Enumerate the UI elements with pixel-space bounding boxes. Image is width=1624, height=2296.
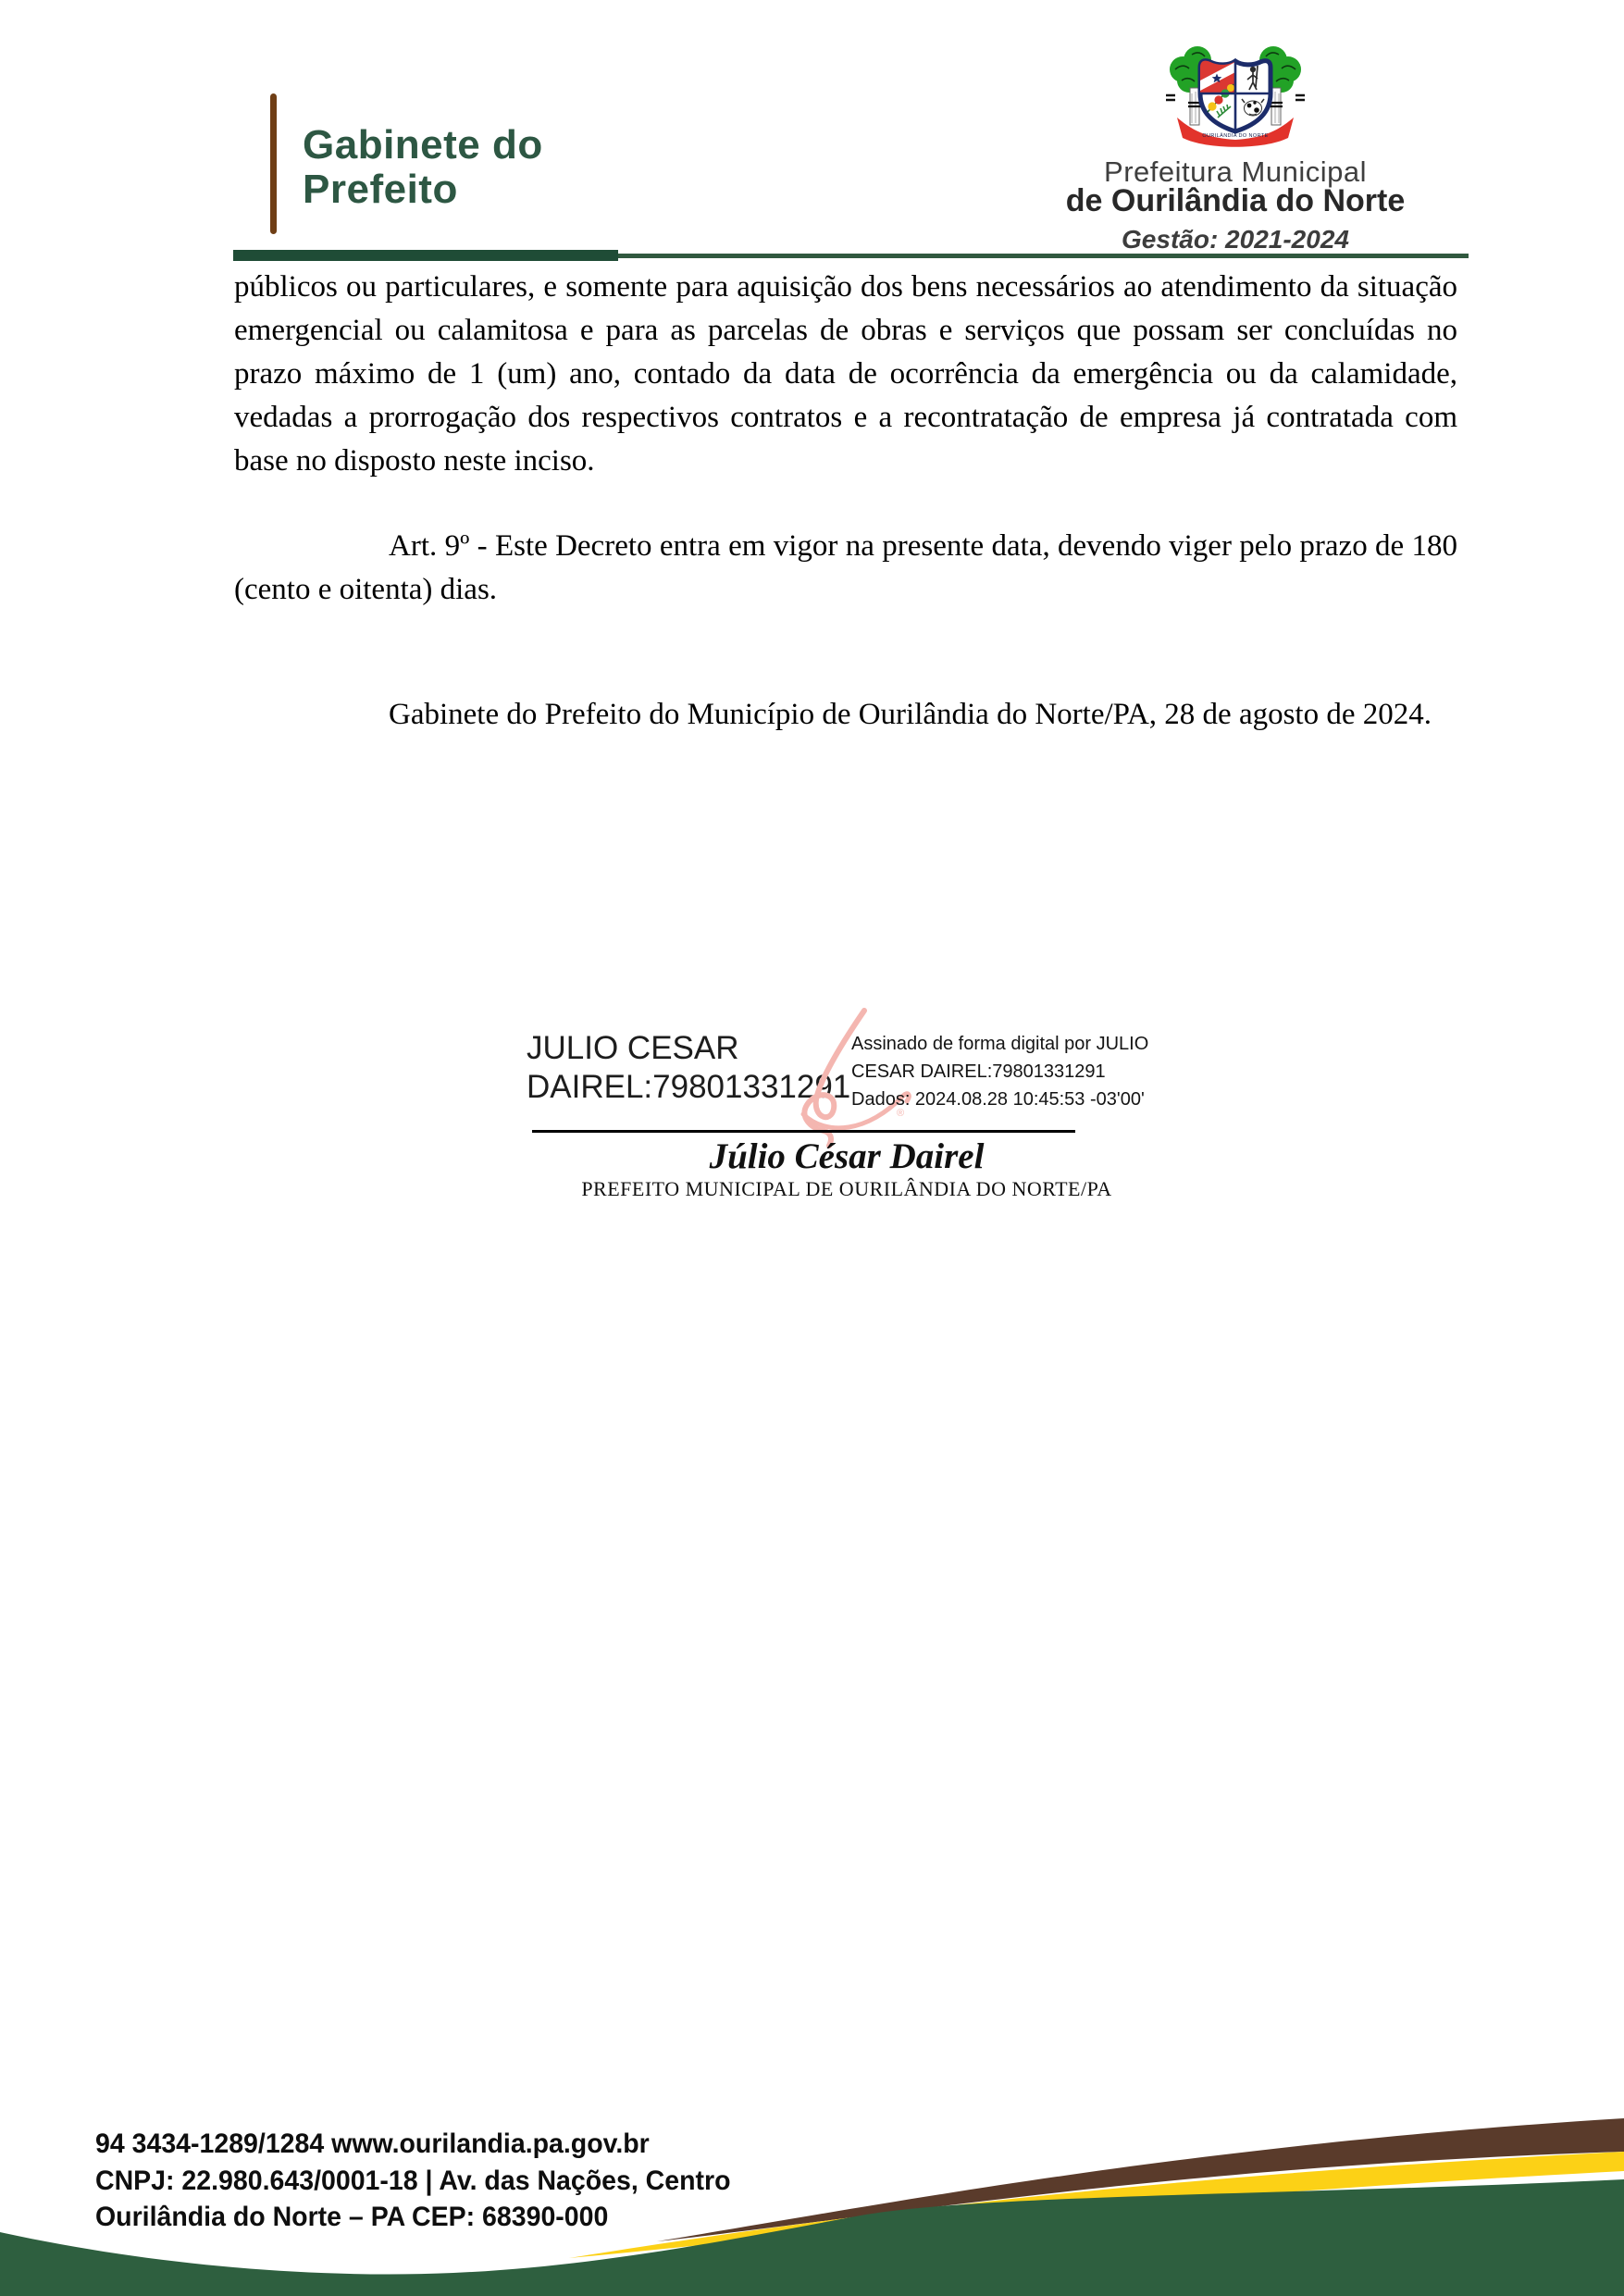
org-name-line1: Prefeitura Municipal (1104, 155, 1367, 188)
shield-icon (1198, 57, 1271, 131)
footer-contact (95, 2126, 731, 2236)
footer-contact-line1: 94 3434-1289/1284 www.ourilandia.pa.gov.br (95, 2128, 650, 2159)
footer-contact-line2: CNPJ: 22.980.643/0001-18 | Av. das Nações, Centro (95, 2165, 731, 2196)
digital-signature-details-line3: Dados: 2024.08.28 10:45:53 -03'00' (851, 1089, 1145, 1110)
right-ornament-icon (1295, 95, 1305, 100)
header-accent-bar (270, 93, 277, 234)
paragraph-closing: Gabinete do Prefeito do Município de Ourilândia do Norte/PA, 28 de agosto de 2024. (389, 698, 1432, 731)
org-name-line2: de Ourilândia do Norte (1065, 183, 1406, 218)
digital-signature-name-line1: JULIO CESAR (527, 1030, 739, 1066)
document-body (234, 266, 1457, 737)
department-title (303, 123, 543, 212)
department-title-line2: Prefeito (303, 167, 458, 212)
coat-of-arms-icon (1164, 41, 1307, 155)
signature-line (532, 1130, 1075, 1133)
left-ornament-icon (1166, 95, 1175, 100)
footer-contact-line3: Ourilândia do Norte – PA CEP: 68390-000 (95, 2202, 609, 2232)
digital-signature-name-line2: DAIREL:79801331291 (527, 1069, 851, 1105)
digital-signature-details-line1: Assinado de forma digital por JULIO (851, 1034, 1149, 1054)
digital-signature-details-line2: CESAR DAIREL:79801331291 (851, 1061, 1106, 1082)
management-period: Gestão: 2021-2024 (1122, 225, 1349, 254)
paragraph-art9: Art. 9º - Este Decreto entra em vigor na presente data, devendo viger pelo prazo de 180 (cento e oitenta) dias. (234, 529, 1457, 606)
registered-mark-icon: ® (897, 1108, 905, 1119)
ribbon-text: OURILÂNDIA DO NORTE (1202, 133, 1269, 139)
digital-signature-details (851, 1030, 1194, 1113)
signatory-name: Júlio César Dairel (709, 1136, 985, 1176)
header-rule-thick (233, 250, 618, 261)
department-title-line1: Gabinete do (303, 122, 543, 168)
signatory-title: PREFEITO MUNICIPAL DE OURILÂNDIA DO NORTE/PA (581, 1177, 1112, 1200)
paragraph-continuation: públicos ou particulares, e somente para aquisição dos bens necessários ao atendimento da situação emergencial ou calamitosa e para as parcelas de obras e serviços que possam ser concluídas no prazo máximo de 1 (um) ano, contado da data de ocorrência da emergência ou da calamidade, vedadas a prorrogação dos respectivos contratos e a recontratação de empresa já contratada com base no disposto neste inciso. (234, 270, 1457, 478)
